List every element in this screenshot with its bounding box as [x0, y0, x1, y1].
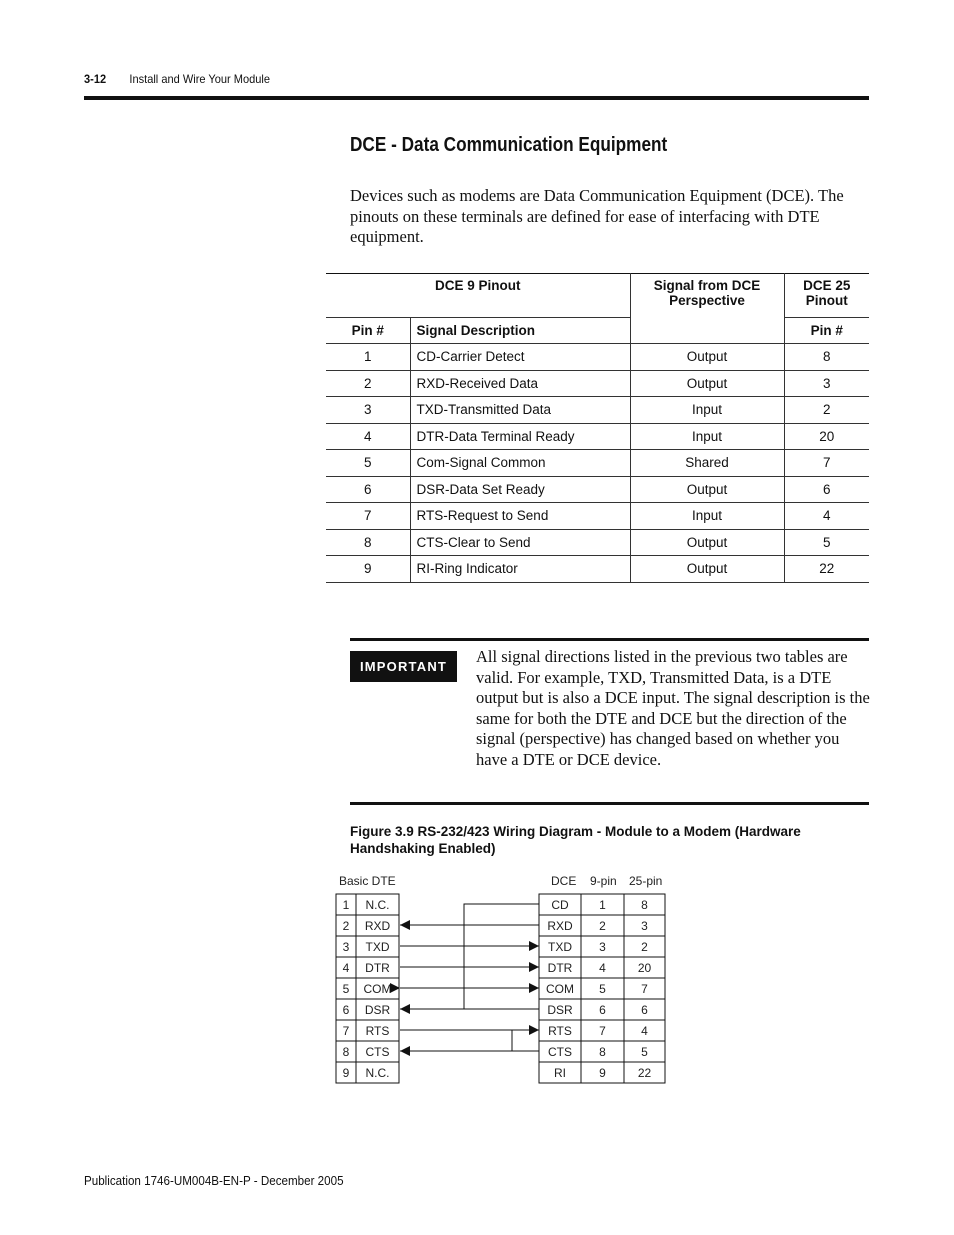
- dte-signal: COM: [363, 982, 392, 996]
- dce-pin25: 8: [641, 898, 648, 912]
- dte-label: Basic DTE: [339, 874, 396, 888]
- dte-pin-number: 1: [342, 898, 350, 912]
- header-signal-perspective: Signal from DCE Perspective: [630, 274, 784, 344]
- cell-pin25: 5: [784, 529, 869, 556]
- dce-signal: RXD: [547, 919, 573, 933]
- pin25-label: 25-pin: [629, 874, 663, 888]
- cell-signal: Input: [630, 503, 784, 530]
- dce-label: DCE: [551, 874, 577, 888]
- cell-signal: Output: [630, 529, 784, 556]
- important-text: All signal directions listed in the previous two tables are valid. For example, TXD, Transmitted Data, is a DTE output but is also a DCE input. The signal description is the same for both the DTE and DCE but the direction of the signal (perspective) has changed based on whether you have a DTE or DCE device.: [476, 647, 870, 769]
- cell-pin25: 22: [784, 556, 869, 583]
- wire-rts-cts-jumper: [512, 1030, 539, 1051]
- dce-pin9: 6: [599, 1003, 606, 1017]
- dce-pin9: 7: [599, 1024, 606, 1038]
- cell-pin: 3: [326, 397, 410, 424]
- dte-signal: N.C.: [365, 1066, 390, 1080]
- header-pin: Pin #: [326, 318, 410, 344]
- dce-signal: CTS: [548, 1045, 572, 1059]
- dte-signal: N.C.: [365, 898, 390, 912]
- dce-pin25: 22: [637, 1066, 652, 1080]
- pin9-label: 9-pin: [590, 874, 617, 888]
- cell-pin: 6: [326, 476, 410, 503]
- dce-signal: RTS: [548, 1024, 572, 1038]
- cell-signal: Input: [630, 397, 784, 424]
- cell-pin25: 2: [784, 397, 869, 424]
- cell-pin25: 4: [784, 503, 869, 530]
- dce-signal: COM: [546, 982, 574, 996]
- dce-pin9: 2: [599, 919, 606, 933]
- dte-signal: RXD: [364, 919, 391, 933]
- dte-signal: RTS: [365, 1024, 390, 1038]
- dce-signal: CD: [551, 898, 569, 912]
- cell-signal: Shared: [630, 450, 784, 477]
- dte-pin-number: 5: [342, 982, 350, 996]
- cell-pin25: 8: [784, 344, 869, 371]
- dce-pin9: 5: [599, 982, 606, 996]
- cell-pin: 8: [326, 529, 410, 556]
- dce-signal: TXD: [548, 940, 572, 954]
- wire-cd-dsr-jumper: [464, 904, 539, 1009]
- figure-caption: Figure 3.9 RS-232/423 Wiring Diagram - Module to a Modem (Hardware Handshaking Enabled): [350, 824, 801, 856]
- header-signal-description: Signal Description: [410, 318, 630, 344]
- dte-signal: DSR: [364, 1003, 391, 1017]
- dce-signal: RI: [554, 1066, 566, 1080]
- publication-footer: Publication 1746-UM004B-EN-P - December 2005: [84, 1174, 344, 1188]
- header-dce25-pinout: DCE 25 Pinout: [784, 274, 869, 318]
- cell-pin25: 6: [784, 476, 869, 503]
- cell-description: RTS-Request to Send: [410, 503, 630, 530]
- chapter-title: Install and Wire Your Module: [129, 72, 270, 86]
- dte-signal: CTS: [365, 1045, 390, 1059]
- page-number: 3-12: [84, 72, 107, 86]
- dce-pin25: 4: [641, 1024, 648, 1038]
- wires: [400, 904, 539, 1051]
- dce-pin25: 20: [637, 961, 652, 975]
- dce-pin25: 3: [641, 919, 648, 933]
- dte-pin-number: 2: [342, 919, 350, 933]
- cell-description: CTS-Clear to Send: [410, 529, 630, 556]
- important-badge: IMPORTANT: [350, 651, 457, 682]
- header-pin25: Pin #: [784, 318, 869, 344]
- section-title: DCE - Data Communication Equipment: [350, 134, 668, 156]
- cell-description: CD-Carrier Detect: [410, 344, 630, 371]
- dce-pin9: 8: [599, 1045, 606, 1059]
- intro-paragraph: Devices such as modems are Data Communication Equipment (DCE). The pinouts on these terminals are defined for ease of interfacing with DTE equipment.: [350, 186, 844, 246]
- dte-block: [336, 894, 399, 1083]
- cell-pin: 7: [326, 503, 410, 530]
- dte-signal: DTR: [365, 961, 390, 975]
- cell-signal: Output: [630, 370, 784, 397]
- dce-pin25: 6: [641, 1003, 648, 1017]
- cell-pin25: 3: [784, 370, 869, 397]
- cell-description: Com-Signal Common: [410, 450, 630, 477]
- dte-pin-number: 9: [342, 1066, 350, 1080]
- dce-block: [539, 894, 665, 1083]
- dte-pin-number: 3: [342, 940, 350, 954]
- dce-pin9: 9: [599, 1066, 606, 1080]
- cell-pin: 5: [326, 450, 410, 477]
- cell-signal: Output: [630, 476, 784, 503]
- cell-description: RI-Ring Indicator: [410, 556, 630, 583]
- dte-pin-number: 8: [342, 1045, 350, 1059]
- cell-signal: Input: [630, 423, 784, 450]
- dce-signal: DTR: [547, 961, 573, 975]
- dte-pin-number: 7: [342, 1024, 350, 1038]
- dce-pin9: 3: [599, 940, 606, 954]
- dte-pin-number: 6: [342, 1003, 350, 1017]
- cell-description: RXD-Received Data: [410, 370, 630, 397]
- header-dce9-pinout: DCE 9 Pinout: [326, 274, 630, 318]
- dte-pin-number: 4: [342, 961, 350, 975]
- cell-pin: 2: [326, 370, 410, 397]
- cell-pin: 1: [326, 344, 410, 371]
- dce-pin25: 2: [641, 940, 648, 954]
- dce-pin25: 5: [641, 1045, 648, 1059]
- cell-description: DTR-Data Terminal Ready: [410, 423, 630, 450]
- cell-pin25: 7: [784, 450, 869, 477]
- dce-pin9: 1: [599, 898, 606, 912]
- dce-signal: DSR: [547, 1003, 573, 1017]
- cell-description: TXD-Transmitted Data: [410, 397, 630, 424]
- cell-signal: Output: [630, 556, 784, 583]
- cell-pin: 4: [326, 423, 410, 450]
- dce-pin9: 4: [599, 961, 606, 975]
- cell-description: DSR-Data Set Ready: [410, 476, 630, 503]
- cell-pin: 9: [326, 556, 410, 583]
- cell-signal: Output: [630, 344, 784, 371]
- cell-pin25: 20: [784, 423, 869, 450]
- dce-pin25: 7: [641, 982, 648, 996]
- dte-signal: TXD: [365, 940, 390, 954]
